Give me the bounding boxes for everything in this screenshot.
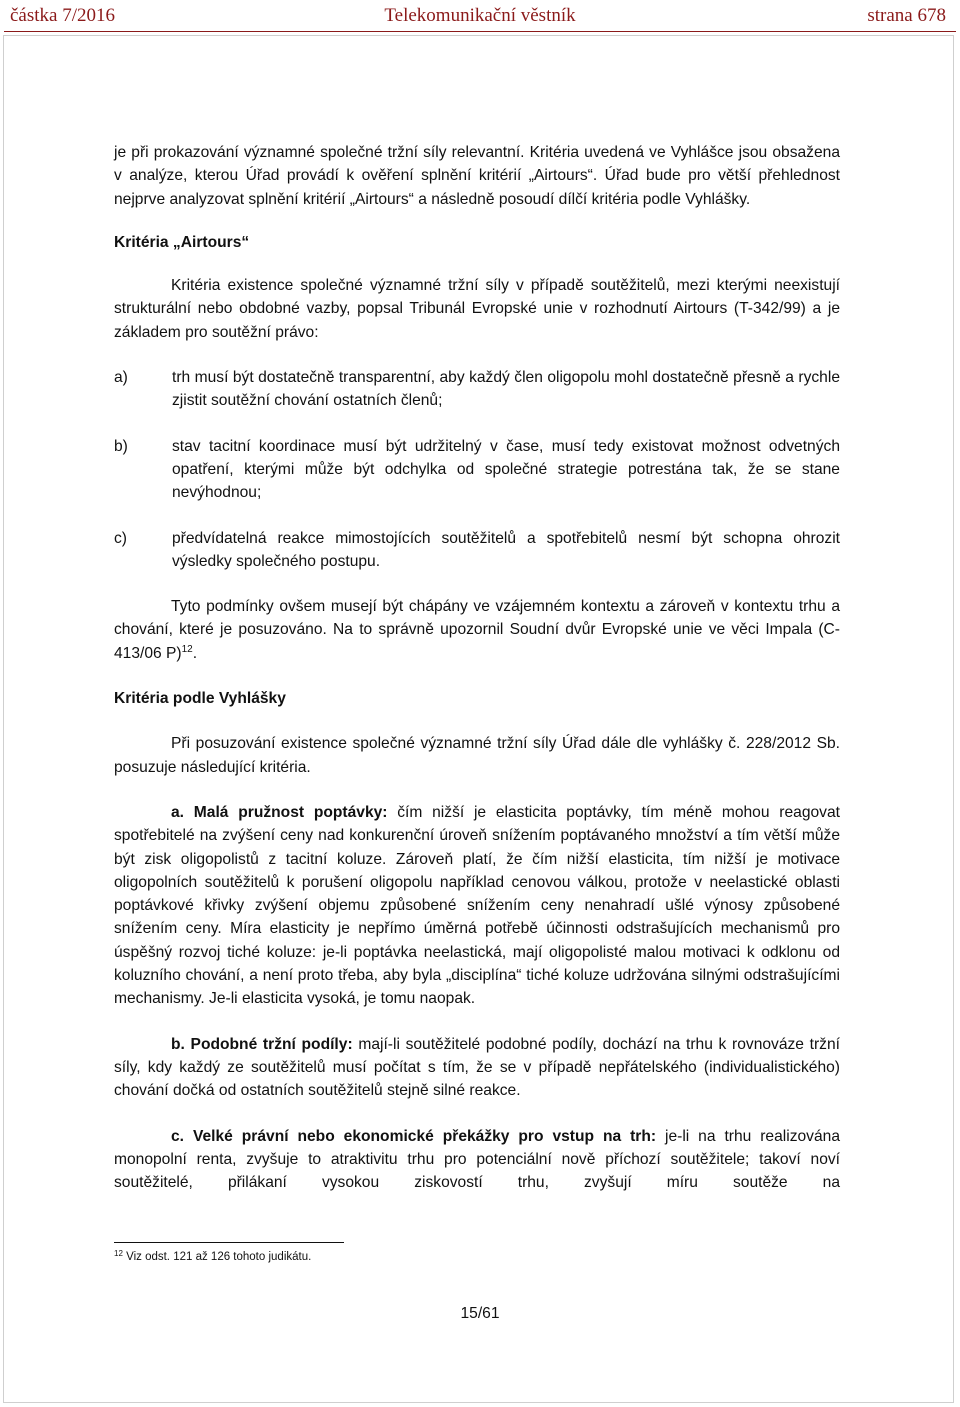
footnote-text: Viz odst. 121 až 126 tohoto judikátu. (126, 1251, 312, 1263)
criterion-text: čím nižší je elasticita poptávky, tím méně mohou reagovat spotřebitelé na zvýšení ceny nad konkurenční úroveň snížením poptávaného množství a tím větší může být zisk oligopolistů z tacitní koluze. Zároveň platí, že čím nižší elasticita, tím nižší je motivace oligopolních soutěžitelů k porušení oligopolu například cenovou válkou, protože v neelastické oblasti poptávkové křivky zvýšení objemu způsobené snížením ceny nenahradí ušlé výnosy způsobené snížením ceny. Míra elasticity je nepřímo úměrná potřebě účinnosti odstrašujících mechanismů pro úspěšný rozvoj tiché koluze: je-li poptávka neelastická, mají oligopolisté malou motivaci k odklonu od koluzního chování, a není proto třeba, aby byla „disciplína“ tiché koluze udržována silnými odstrašujícími mechanismy. Je-li elasticita vysoká, je tomu naopak. (114, 803, 840, 1008)
issue-number: částka 7/2016 (10, 5, 116, 26)
list-text: trh musí být dostatečně transparentní, aby každý člen oligopolu mohl dostatečně přesně a rychle zjistit soutěžní chování ostatních členů; (172, 369, 840, 410)
criterion-label: a. (171, 803, 185, 821)
section-heading-vyhlasky: Kritéria podle Vyhlášky (114, 690, 286, 708)
list-item-c (114, 527, 840, 574)
criterion-title: Malá pružnost poptávky: (193, 803, 388, 821)
footnote-divider (114, 1242, 344, 1243)
footnote (114, 1251, 311, 1263)
criterion-a (114, 801, 840, 1011)
list-item-a (114, 366, 840, 413)
list-label: b) (114, 437, 128, 455)
footnote-ref: 12 (181, 643, 193, 655)
list-label: a) (114, 369, 128, 387)
airtours-paragraph: Kritéria existence společné významné tržní síly v případě soutěžitelů, mezi kterými neexistují strukturální nebo obdobné vazby, popsal Tribunál Evropské unie v rozhodnutí Airtours (T-342/99) a je základem pro soutěžní právo: (114, 277, 840, 341)
criterion-c (114, 1125, 840, 1195)
airtours-closing-paragraph (114, 595, 840, 665)
page-number: 15/61 (460, 1305, 500, 1322)
criterion-text: je-li na trhu realizována monopolní renta, zvyšuje to atraktivitu trhu pro potenciální nově příchozí soutěžitele; takoví noví soutěžitelé, přilákaní vysokou ziskovostí trhu, zvyšují míru soutěže na (114, 1127, 840, 1192)
vyhlasky-paragraph: Při posuzování existence společné významné tržní síly Úřad dále dle vyhlášky č. 228/2012 Sb. posuzuje následující kritéria. (114, 735, 840, 776)
list-text: předvídatelná reakce mimostojících soutěžitelů a spotřebitelů nesmí být schopna ohrozit výsledky společného postupu. (172, 529, 840, 570)
criterion-label: c. (171, 1127, 185, 1145)
footnote-number: 12 (114, 1249, 123, 1258)
closing-text: Tyto podmínky ovšem musejí být chápány ve vzájemném kontextu a zároveň v kontextu trhu a chování, které je posuzováno. Na to správně upozornil Soudní dvůr Evropské unie ve věci Impala (C- 413/06 P) (114, 598, 840, 662)
criterion-text: mají-li soutěžitelé podobné podíly, dochází na trhu k rovnováze tržní síly, kdy každý ze soutěžitelů musí počítat s tím, že se v případě nepřátelského (individualistického) chování dočká od ostatních soutěžitelů stejně silné reakce. (114, 1035, 840, 1100)
criterion-title: Podobné tržní podíly: (190, 1035, 353, 1053)
journal-title: Telekomunikační věstník (384, 5, 576, 26)
criterion-b (114, 1033, 840, 1103)
list-label: c) (114, 529, 127, 547)
closing-end: . (192, 644, 198, 662)
page-header (0, 0, 960, 33)
section-heading-airtours: Kritéria „Airtours“ (114, 233, 250, 251)
list-text: stav tacitní koordinace musí být udržitelný v čase, musí tedy existovat možnost odvetných opatření, kterými může být odchylka od společné strategie potrestána tak, že se stane nevýhodnou; (172, 437, 840, 502)
intro-paragraph: je při prokazování významné společné tržní síly relevantní. Kritéria uvedená ve Vyhlášce jsou obsažena v analýze, kterou Úřad provádí k ověření splnění kritérií „Airtours“. Úřad bude pro větší přehlednost nejprve analyzovat splnění kritérií „Airtours“ a následně posoudí dílčí kritéria podle Vyhlášky. (114, 144, 840, 208)
page-label: strana 678 (867, 5, 946, 26)
criterion-title: Velké právní nebo ekonomické překážky pro vstup na trh: (192, 1127, 657, 1145)
page-body (114, 141, 840, 1194)
header-divider (4, 31, 956, 32)
list-item-b (114, 435, 840, 505)
criterion-label: b. (171, 1035, 185, 1053)
